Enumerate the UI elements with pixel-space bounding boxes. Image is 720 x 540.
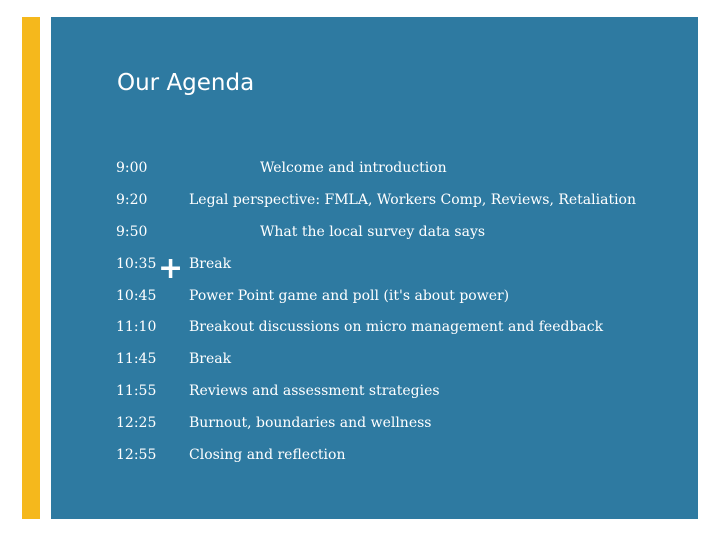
agenda-time: 10:35 <box>116 256 157 272</box>
agenda-item: What the local survey data says <box>260 224 486 240</box>
agenda-item: Power Point game and poll (it's about power) <box>189 288 510 304</box>
slide-title: Our Agenda <box>117 70 255 96</box>
agenda-time: 12:55 <box>116 447 157 463</box>
agenda-time: 11:55 <box>116 383 157 399</box>
agenda-time: 10:45 <box>116 288 157 304</box>
agenda-item: Reviews and assessment strategies <box>189 383 440 399</box>
agenda-time: 11:10 <box>116 319 157 335</box>
agenda-time: 12:25 <box>116 415 157 431</box>
agenda-item: Break <box>189 256 232 272</box>
agenda-time: 11:45 <box>116 351 157 367</box>
plus-icon: + <box>158 251 184 286</box>
agenda-item: Burnout, boundaries and wellness <box>189 415 432 431</box>
accent-bar <box>22 17 40 519</box>
agenda-time: 9:00 <box>116 160 148 176</box>
agenda-time: 9:50 <box>116 224 148 240</box>
agenda-item: Welcome and introduction <box>260 160 447 176</box>
agenda-item: Legal perspective: FMLA, Workers Comp, Reviews, Retaliation <box>189 192 637 208</box>
accent-gap <box>40 17 51 519</box>
agenda-time: 9:20 <box>116 192 148 208</box>
agenda-item: Breakout discussions on micro management and feedback <box>189 319 604 335</box>
agenda-item: Closing and reflection <box>189 447 346 463</box>
agenda-item: Break <box>189 351 232 367</box>
